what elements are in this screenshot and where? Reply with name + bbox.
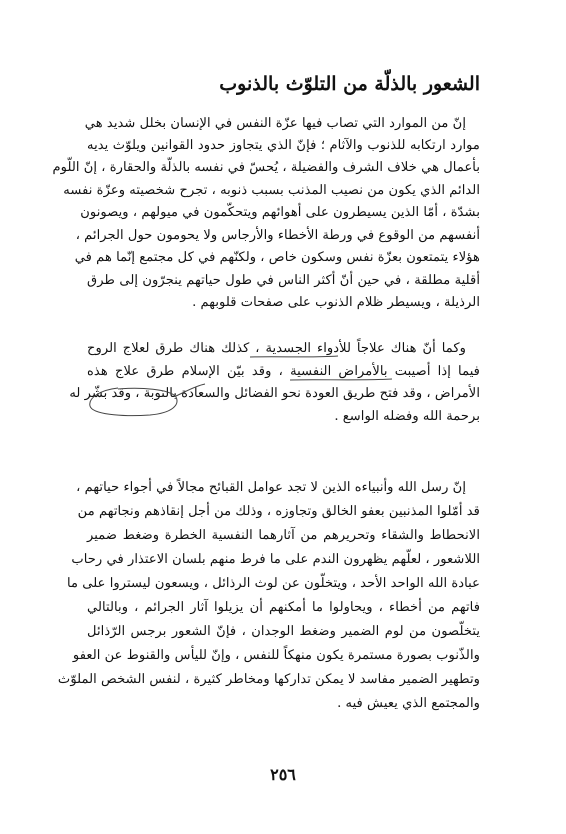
- paragraph-3-line-10: والمجتمع الذي يعيش فيه .: [337, 696, 480, 711]
- paragraph-3-line-3: الانحطاط والشقاء وتحريرهم من آثارهما النفسية الخطرة وضغط ضمير: [87, 528, 480, 543]
- paragraph-1-line-9: الرذيلة ، ويسيطر ظلام الذنوب على صفحات قلوبهم .: [192, 295, 480, 310]
- paragraph-1-line-2: موارد ارتكابه للذنوب والآثام ؛ فإنّ الذي يتجاوز حدود القوانين ويلوّث يديه: [87, 138, 480, 153]
- paragraph-3-line-8: والذّنوب بصورة مستمرة يكون منهكاً للنفس ، وإنّ لليأس والقنوط عن العفو: [72, 648, 480, 663]
- paragraph-3-line-9: وتطهير الضمير مفاسد لا يمكن تداركها ومخاطر كثيرة ، لنفس الشخص الملوّث: [57, 672, 480, 687]
- paragraph-1-line-8: أقلية مطلقة ، في حين أنّ أكثر الناس في طول حياتهم ينجرّون إلى طرق: [87, 273, 480, 288]
- paragraph-1-line-1: إنّ من الموارد التي تصاب فيها عزّة النفس في الإنسان بخلل شديد هي: [84, 116, 466, 131]
- paragraph-1-line-6: أنفسهم من الوقوع في ورطة الأخطاء والأرجاس ولا يحومون حول الجرائم ،: [75, 228, 480, 243]
- chapter-title: الشعور بالذلّة من التلوّث بالذنوب: [219, 73, 480, 95]
- pen-stroke-mark: [176, 384, 205, 396]
- paragraph-3-line-4: اللاشعور ، لعلّهم يظهرون الندم على ما فرط منهم بلسان الاعتذار في رحاب: [71, 552, 480, 567]
- paragraph-3-line-1: إنّ رسل الله وأنبياءه الذين لا تجد عوامل القبائح مجالاً في أجواء حياتهم ،: [76, 480, 466, 495]
- underline-mark: [290, 379, 392, 380]
- underline-mark: [250, 356, 338, 357]
- paragraph-1-line-5: بشدّة ، أمّا الذين يسيطرون على أهوائهم ويتحكّمون في ميولهم ، ويصونون: [80, 205, 480, 220]
- paragraph-3-line-2: قد أمّلوا المذنبين بعفو الخالق وتجاوزه ، وذلك من أجل إنقاذهم ونجاتهم من: [77, 504, 480, 519]
- paragraph-3-line-6: فاتهم من أخطاء ، ويحاولوا ما أمكنهم أن يزيلوا آثار الجرائم ، وبالتالي: [87, 600, 480, 615]
- paragraph-2-line-1: وكما أنّ هناك علاجاً للأدواء الجسدية ، كذلك هناك طرق لعلاج الروح: [87, 341, 466, 356]
- paragraph-2-line-2: فيما إذا أصيبت بالأمراض النفسية ، وقد بيّن الإسلام طرق علاج هذه: [87, 364, 480, 379]
- paragraph-3-line-7: يتخلّصون من لوم الضمير وضغط الوجدان ، فإنّ الشعور برجس الرّذائل: [87, 624, 480, 639]
- paragraph-2-line-3: الأمراض ، وقد فتح طريق العودة نحو الفضائل والسعادة بالتوبة ، وقد بشّر له: [69, 386, 480, 401]
- page-number: ٢٥٦: [270, 765, 296, 784]
- paragraph-3-line-5: عبادة الله الواحد الأحد ، ويتخلّون عن لوث الرذائل ، ويسعون ليستروا على ما: [67, 576, 480, 591]
- paragraph-1-line-4: الدائم الذي يكون من نصيب المذنب بسبب ذنوبه ، تجرح شخصيته وعزّة نفسه: [63, 183, 480, 198]
- paragraph-1-line-7: هؤلاء يتمتعون بعزّة نفس وسكون خاص ، ولكنّهم في كل مجتمع إنّما هم في: [74, 250, 480, 265]
- paragraph-2-line-4: برحمة الله وفضله الواسع .: [334, 409, 480, 424]
- circle-mark: [90, 388, 177, 416]
- paragraph-1-line-3: بأعمال هي خلاف الشرف والفضيلة ، يُحسّ في نفسه بالذلّة والحقارة ، إنّ اللّوم: [52, 160, 480, 175]
